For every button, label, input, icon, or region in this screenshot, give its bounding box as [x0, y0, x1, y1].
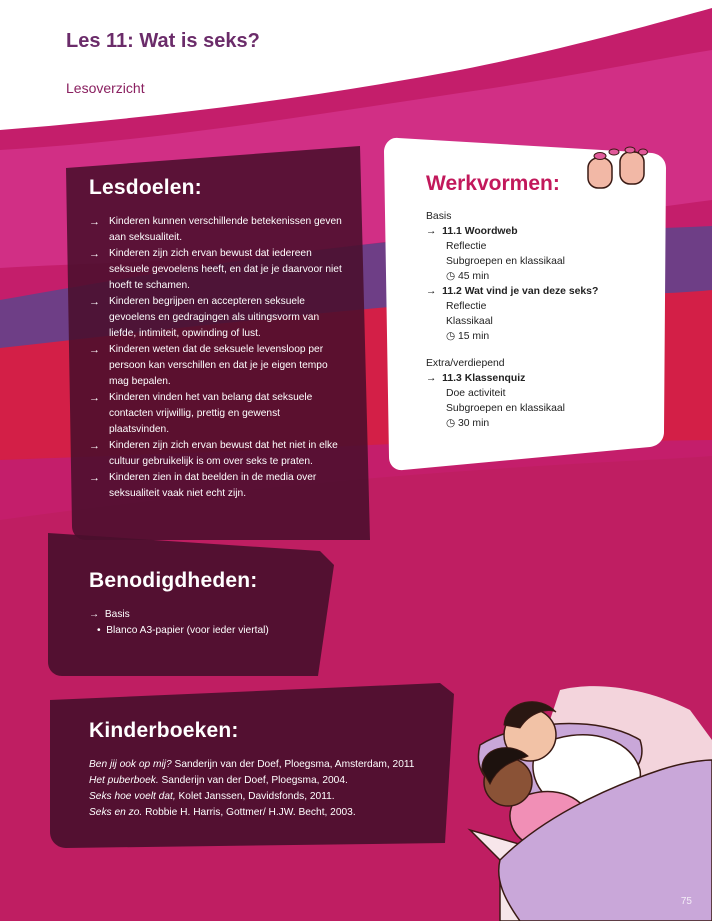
activity-time: ◷ 45 min	[446, 271, 490, 282]
arrow-icon: →	[426, 286, 437, 297]
activity-type: Doe activiteit	[446, 388, 506, 399]
lesdoel-line: Kinderen zijn zich ervan bewust dat het niet in elke	[109, 440, 338, 451]
lesdoel-line: Kinderen kunnen verschillende betekenissen geven	[109, 216, 342, 227]
book-item: Ben jij ook op mij? Sanderijn van der Doef, Ploegsma, Amsterdam, 2011	[89, 759, 415, 770]
kinderboeken-heading: Kinderboeken:	[89, 719, 239, 742]
lesdoel-line: Kinderen zijn zich ervan bewust dat iedereen	[109, 248, 312, 259]
material-item: • Blanco A3-papier (voor ieder viertal)	[97, 625, 269, 636]
activity-title: → 11.1 Woordweb	[426, 226, 518, 237]
lesdoel-item	[89, 342, 351, 390]
activity-type: Reflectie	[446, 301, 487, 312]
bullet-icon: •	[97, 625, 101, 636]
activity-group: Klassikaal	[446, 316, 493, 327]
basis-label: Basis	[426, 211, 452, 222]
lesdoel-item	[89, 246, 351, 294]
lesdoel-item	[89, 214, 351, 246]
arrow-icon: →	[426, 226, 437, 237]
lesdoel-line: Kinderen vinden het van belang dat seksuele	[109, 392, 313, 403]
lesdoelen-list	[89, 214, 351, 502]
lesdoelen-section	[89, 176, 351, 502]
lesdoel-item	[89, 294, 351, 342]
page-number: 75	[680, 896, 692, 907]
activity-type: Reflectie	[446, 241, 487, 252]
lesdoel-line: plaatsvinden.	[109, 424, 170, 435]
lesdoel-line: hoeft te schamen.	[109, 280, 190, 291]
benodigdheden-heading: Benodigdheden:	[89, 569, 258, 592]
lesdoel-line: cultuur gebruikelijk is om over seks te praten.	[109, 456, 313, 467]
couple-in-bed-illustration	[470, 686, 712, 921]
activity-time: ◷ 30 min	[446, 418, 490, 429]
arrow-icon: →	[89, 344, 100, 356]
arrow-icon: →	[89, 392, 100, 404]
page-subtitle: Lesoverzicht	[66, 80, 145, 96]
lesdoel-line: Kinderen weten dat de seksuele levensloop per	[109, 344, 324, 355]
kinderboeken-section	[89, 719, 434, 821]
arrow-icon: →	[89, 609, 100, 620]
lesdoel-line: mag bepalen.	[109, 376, 171, 387]
activity-group: Subgroepen en klassikaal	[446, 256, 565, 267]
book-item: Seks en zo. Robbie H. Harris, Gottmer/ H.JW. Becht, 2003.	[89, 807, 356, 818]
arrow-icon: →	[89, 296, 100, 308]
lesdoel-line: seksuele gevoelens heeft, en dat je je daarvoor niet	[109, 264, 342, 275]
page-title: Les 11: Wat is seks?	[66, 30, 260, 52]
arrow-icon: →	[89, 440, 100, 452]
lesdoel-item	[89, 470, 351, 502]
lesdoel-line: aan seksualiteit.	[109, 232, 183, 243]
extra-label: Extra/verdiepend	[426, 358, 505, 369]
lesdoel-line: contacten vrijwillig, prettig en gewenst	[109, 408, 281, 419]
clock-icon: ◷	[446, 271, 456, 282]
activity-title: → 11.3 Klassenquiz	[426, 373, 526, 384]
lesdoel-line: Kinderen begrijpen en accepteren seksuele	[109, 296, 305, 307]
activity-group: Subgroepen en klassikaal	[446, 403, 565, 414]
lesdoel-line: Kinderen zien in dat beelden in de media over	[109, 472, 317, 483]
book-item: Seks hoe voelt dat, Kolet Janssen, Davidsfonds, 2011.	[89, 791, 335, 802]
clock-icon: ◷	[446, 331, 456, 342]
activity-time: ◷ 15 min	[446, 331, 490, 342]
arrow-icon: →	[89, 248, 100, 260]
lesdoel-line: seksualiteit vaak niet echt zijn.	[109, 488, 247, 499]
level-item: → Basis	[89, 609, 130, 620]
book-item: Het puberboek. Sanderijn van der Doef, Ploegsma, 2004.	[89, 775, 348, 786]
lesdoel-line: persoon kan verschillen en dat je je eigen tempo	[109, 360, 328, 371]
activity-title: → 11.2 Wat vind je van deze seks?	[426, 286, 599, 297]
arrow-icon: →	[89, 472, 100, 484]
lesdoel-line: gevoelens en gedragingen als uitingsvorm van	[109, 312, 320, 323]
lesdoelen-heading: Lesdoelen:	[89, 176, 202, 199]
clock-icon: ◷	[446, 418, 456, 429]
werkvormen-section	[426, 172, 656, 431]
lesdoel-item	[89, 438, 351, 470]
werkvormen-heading: Werkvormen:	[426, 172, 560, 195]
benodigdheden-section	[89, 569, 269, 639]
lesdoel-item	[89, 390, 351, 438]
lesdoel-line: liefde, intimiteit, opwinding of lust.	[109, 328, 261, 339]
arrow-icon: →	[426, 373, 437, 384]
arrow-icon: →	[89, 216, 100, 228]
